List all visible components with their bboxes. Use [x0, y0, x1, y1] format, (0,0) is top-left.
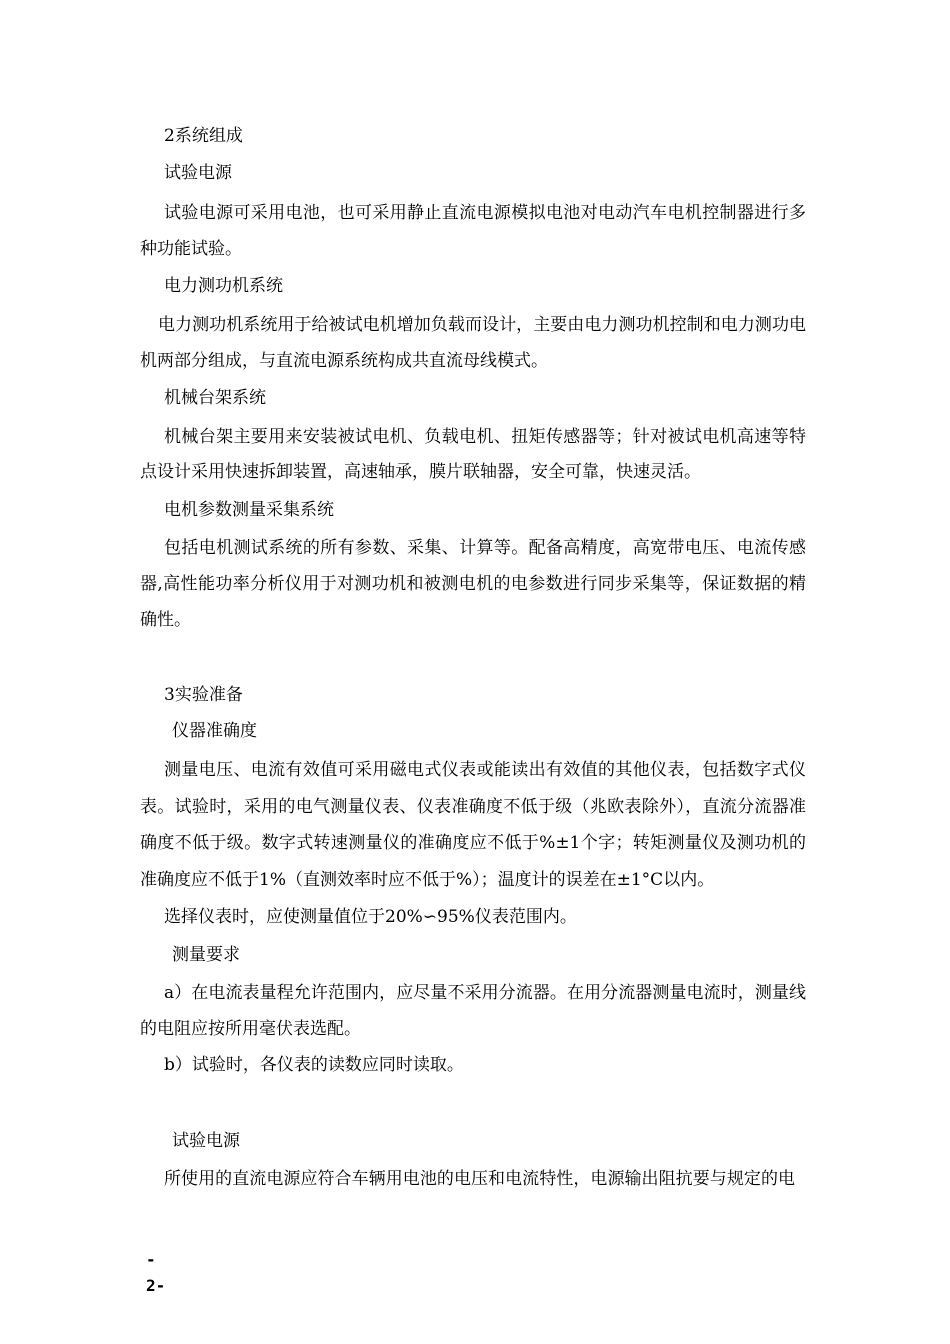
mech-heading: 机械台架系统	[164, 388, 266, 408]
mech-text-line: 机械台架主要用来安装被试电机、负载电机、扭矩传感器等；针对被试电机高速等特	[164, 427, 806, 447]
section-2-heading: 2系统组成	[164, 126, 243, 146]
param-text-line: 确性。	[140, 610, 191, 630]
requirement-a-line: 的电阻应按所用毫伏表选配。	[140, 1019, 361, 1039]
param-text-line: 包括电机测试系统的所有参数、采集、计算等。配备高精度，高宽带电压、电流传感	[164, 538, 806, 558]
requirement-b-line: b）试验时，各仪表的读数应同时读取。	[164, 1055, 464, 1075]
dyno-heading: 电力测功机系统	[164, 276, 283, 296]
dyno-text-line: 机两部分组成，与直流电源系统构成共直流母线模式。	[140, 351, 548, 371]
requirement-a-line: a）在电流表量程允许范围内，应尽量不采用分流器。在用分流器测量电流时，测量线	[164, 983, 806, 1003]
accuracy-text-line: 选择仪表时，应使测量值位于20%∽95%仪表范围内。	[164, 907, 577, 927]
page-number: 2-	[146, 1276, 166, 1295]
requirement-heading: 测量要求	[172, 945, 240, 965]
param-text-line: 器,高性能功率分析仪用于对测功机和被测电机的电参数进行同步采集等，保证数据的精	[140, 574, 806, 594]
accuracy-text-line: 准确度应不低于1%（直测效率时应不低于%）；温度计的误差在±1°C以内。	[140, 870, 715, 890]
mech-text-line: 点设计采用快速拆卸装置，高速轴承，膜片联轴器，安全可靠，快速灵活。	[140, 462, 701, 482]
footer-dash: -	[146, 1250, 156, 1269]
supply-heading: 试验电源	[172, 1131, 240, 1151]
section-3-heading: 3实验准备	[164, 685, 243, 705]
param-heading: 电机参数测量采集系统	[164, 500, 334, 520]
power-text-line: 种功能试验。	[140, 239, 242, 259]
accuracy-text-line: 表。试验时，采用的电气测量仪表、仪表准确度不低于级（兆欧表除外），直流分流器准	[140, 797, 806, 817]
accuracy-text-line: 确度不低于级。数字式转速测量仪的准确度应不低于%±1个字；转矩测量仪及测功机的	[140, 833, 806, 853]
power-text-line: 试验电源可采用电池，也可采用静止直流电源模拟电池对电动汽车电机控制器进行多	[164, 203, 806, 223]
power-heading: 试验电源	[164, 163, 232, 183]
supply-text-line: 所使用的直流电源应符合车辆用电池的电压和电流特性，电源输出阻抗要与规定的电	[164, 1169, 795, 1189]
accuracy-text-line: 测量电压、电流有效值可采用磁电式仪表或能读出有效值的其他仪表，包括数字式仪	[164, 760, 806, 780]
dyno-text-line: 电力测功机系统用于给被试电机增加负载而设计，主要由电力测功机控制和电力测功电	[158, 315, 806, 335]
accuracy-heading: 仪器准确度	[172, 721, 257, 741]
